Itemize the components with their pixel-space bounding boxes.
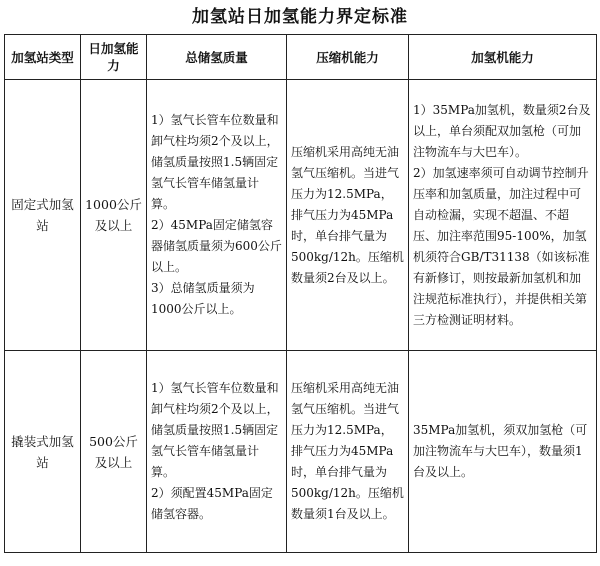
- dispenser-text: 35MPa加氢机，须双加氢枪（可加注物流车与大巴车），数量须1台及以上。: [413, 423, 588, 479]
- page-title: 加氢站日加氢能力界定标准: [192, 7, 408, 27]
- storage-cell: [147, 351, 287, 553]
- header-compressor: 压缩机能力: [287, 35, 409, 80]
- header-daily-capacity: 日加氢能力: [81, 35, 147, 80]
- header-station-type: 加氢站类型: [5, 35, 81, 80]
- table-row: [5, 80, 597, 351]
- storage-clause: 1）氢气长管车位数量和卸气柱均须2个及以上，储氢质量按照1.5辆固定氢气长管车储氢量计算。: [151, 381, 279, 479]
- compressor-text: 压缩机采用高纯无油氢气压缩机。当进气压力为12.5MPa，排气压力为45MPa时，单台排气量为500kg/12h。压缩机数量须2台及以上。: [291, 144, 404, 285]
- storage-clause: 2）45MPa固定储氢容器储氢质量须为600公斤以上。: [151, 218, 282, 274]
- table-header-row: [5, 35, 597, 80]
- header-storage-mass: 总储氢质量: [147, 35, 287, 80]
- storage-clause: 2）须配置45MPa固定储氢容器。: [151, 486, 273, 521]
- compressor-cell: [287, 80, 409, 351]
- dispenser-cell: [409, 80, 597, 351]
- storage-clause: 1）氢气长管车位数量和卸气柱均须2个及以上，储氢质量按照1.5辆固定氢气长管车储氢量计算。: [151, 113, 279, 211]
- table-row: [5, 351, 597, 553]
- compressor-text: 压缩机采用高纯无油氢气压缩机。当进气压力为12.5MPa，排气压力为45MPa时，单台排气量为500kg/12h。压缩机数量须1台及以上。: [291, 381, 404, 521]
- station-type-cell: 固定式加氢站: [5, 80, 81, 351]
- standards-table: [4, 34, 597, 553]
- storage-clause: 3）总储氢质量须为1000公斤以上。: [151, 281, 255, 316]
- daily-capacity-cell: 1000公斤及以上: [81, 80, 147, 351]
- storage-cell: [147, 80, 287, 351]
- header-dispenser: 加氢机能力: [409, 35, 597, 80]
- dispenser-cell: [409, 351, 597, 553]
- compressor-cell: [287, 351, 409, 553]
- station-type-cell: 撬装式加氢站: [5, 351, 81, 553]
- daily-capacity-cell: 500公斤及以上: [81, 351, 147, 553]
- dispenser-clause: 1）35MPa加氢机，数量须2台及以上，单台须配双加氢枪（可加注物流车与大巴车）。: [413, 102, 591, 159]
- dispenser-clause: 2）加氢速率须可自动调节控制升压率和加氢质量，加注过程中可自动检漏，实现不超温、不超压、加注率范围95-100%，加氢机须符合GB/T31138（如该标准有新修订，则按最新加氢机和加注规范标准执行），并提供相关第三方检测证明材料。: [413, 165, 590, 327]
